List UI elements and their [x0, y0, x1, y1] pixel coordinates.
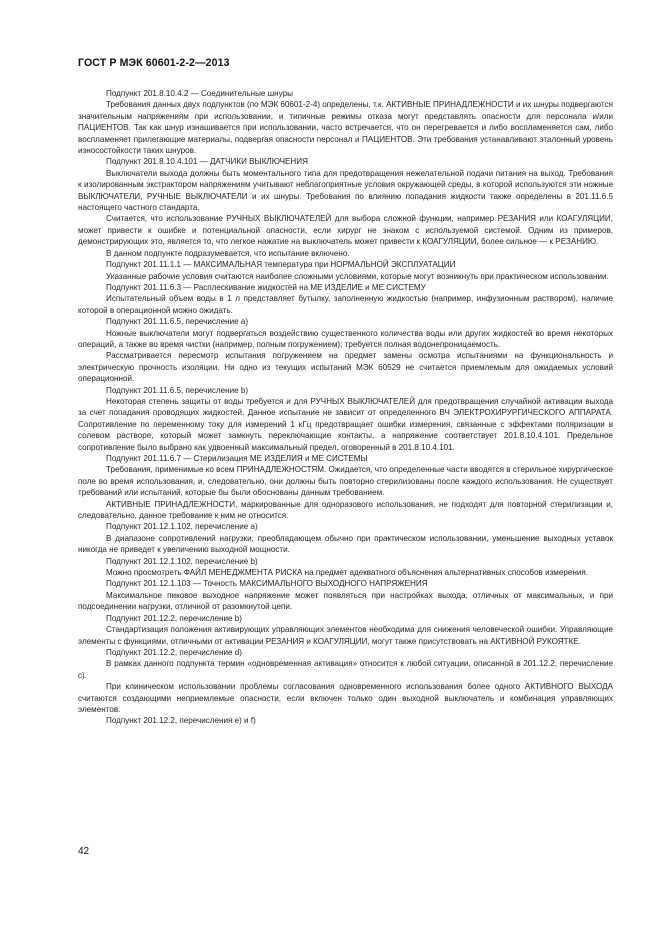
paragraph: Подпункт 201.12.1.102, перечисление b) — [106, 556, 258, 566]
paragraph: Указанные рабочие условия считаются наиболее сложными условиями, которые могут возникнуть при практическом использовании. — [106, 271, 609, 281]
paragraph: Максимальное пиковое выходное напряжение может появляться при настройках выхода, отличных от максимальных, и при подсоединении нагрузки, отличной от разомкнутой цепи. — [78, 590, 613, 612]
paragraph: Испытательный объем воды в 1 л представляет бутылку, заполненную жидкостью (например, инфузионным раствором), наличие которой в операционной можно ожидать. — [78, 294, 613, 315]
paragraph: Подпункт 201.11.1.1 — МАКСИМАЛЬНАЯ температура при НОРМАЛЬНОЙ ЭКСПЛУАТАЦИИ — [106, 260, 456, 270]
paragraph: В диапазоне сопротивлений нагрузки, преобладающем обычно при практическом использовании, уменьшение выходных уставок никогда не приведет к увеличению выходной мощности. — [78, 533, 613, 555]
paragraph: Подпункт 201.8.10.4.101 — ДАТЧИКИ ВЫКЛЮЧЕНИЯ — [106, 157, 308, 167]
paragraph: Подпункт 201.11.6.3 — Расплескивание жидкостей на МЕ ИЗДЕЛИЕ и МЕ СИСТЕМУ — [106, 282, 426, 292]
paragraph: Требования, применимые ко всем ПРИНАДЛЕЖНОСТЯМ. Ожидается, что определенные части вводятся в стерильное хирургическое поле во время использования, и, следовательно, они должны быть повторно стерилизованы после каждого использования. Не существует требований или испытаний, которые бы были обоснованы данным требованием. — [78, 465, 613, 498]
paragraph: Рассматривается пересмотр испытания погружением на предмет замены осмотра испытаниями на функциональность и электрическую прочность изоляции. Ни одно из текущих испытаний МЭК 60529 не считается приемлемым для ожидаемых условий операционной. — [78, 351, 613, 384]
paragraph: Подпункт 201.12.2, перечисление d) — [106, 647, 242, 657]
paragraph: Требования данных двух подпунктов (по МЭК 60601-2-4) определены, т.к. АКТИВНЫЕ ПРИНАДЛЕЖНОСТИ и их шнуры подвергаются значительным напряжениям при использовании, и типичные режимы отказа могут представлять опасности для персонала и/или ПАЦИЕНТОВ. Так как шнур изнашивается при использовании, часто встречается, что он перегревается и либо воспламеняется сам, либо воспламеняет прилегающие материалы, подвергая опасности персонал и ПАЦИЕНТОВ. Эти требования устанавливают эталонный уровень износостойкости таких шнуров. — [78, 100, 613, 156]
paragraph: Подпункт 201.12.2, перечисление b) — [106, 613, 242, 623]
paragraph: Подпункт 201.8.10.4.2 — Соединительные шнуры — [106, 89, 293, 98]
paragraph: Считается, что использование РУЧНЫХ ВЫКЛЮЧАТЕЛЕЙ для выбора сложной функции, например РЕЗАНИЯ или КОАГУЛЯЦИИ, может привести к ошибке и потенциальной опасности, если хирург не знаком с используемой системой. Одним из примеров, демонстрирующих это, является то, что легкое нажатие на выключатель может привести к КОАГУЛЯЦИИ, более сильное — к РЕЗАНИЮ. — [78, 214, 613, 247]
paragraph: В данном подпункте подразумевается, что испытание включено. — [106, 248, 350, 258]
page-number: 42 — [78, 846, 90, 857]
paragraph: В рамках данного подпункта термин «одновременная активация» относится к любой ситуации, описанной в 201.12.2, перечисление с). — [78, 659, 613, 680]
paragraph: Подпункт 201.12.2, перечисления е) и f) — [106, 716, 256, 726]
paragraph: АКТИВНЫЕ ПРИНАДЛЕЖНОСТИ, маркированные для одноразового использования, не подходят для повторной стерилизации и, следовательно, данное требование к ним не относится. — [78, 499, 613, 521]
paragraph: Подпункт 201.11.6.7 — Стерилизация МЕ ИЗДЕЛИЯ и МЕ СИСТЕМЫ — [106, 454, 368, 463]
paragraph: Подпункт 201.11.6.5, перечисление b) — [106, 385, 249, 395]
document-body — [78, 88, 613, 727]
paragraph: Подпункт 201.11.6.5, перечисление а) — [106, 317, 249, 327]
paragraph: При клиническом использовании проблемы согласования одновременного использования более одного АКТИВНОГО ВЫХОДА считаются создающими неприемлемые опасности, если включен только один выходной выключатель и комбинация управляющих элементов. — [78, 682, 613, 714]
paragraph: Стандартизация положения активирующих управляющих элементов необходима для снижения человеческой ошибки. Управляющие элементы с функциями, отличными от активации РЕЗАНИЯ и КОАГУЛЯЦИИ, могут также присутствовать на АКТИВНОЙ РУКОЯТКЕ. — [78, 625, 613, 646]
paragraph: Выключатели выхода должны быть моментального типа для предотвращения нежелательной подачи питания на выход. Требования к изолированным экстрактором напряжениям учитывают неблагоприятные условия окружающей среды, в которой используются эти ножные ВЫКЛЮЧАТЕЛИ, РУЧНЫЕ ВЫКЛЮЧАТЕЛИ и их шнуры. Требования по влиянию попадания жидкости также определены в 201.11.6.5 настоящего частного стандарта. — [78, 168, 613, 213]
paragraph: Ножные выключатели могут подвергаться воздействию существенного количества воды или других жидкостей во время некоторых операций, а также во время чистки (например, полным погружением); требуется полная водонепроницаемость. — [78, 328, 613, 349]
paragraph: Подпункт 201.12.1.102, перечисление а) — [106, 522, 258, 532]
document-header: ГОСТ Р МЭК 60601-2-2—2013 — [78, 57, 230, 69]
paragraph: Некоторая степень защиты от воды требуется и для РУЧНЫХ ВЫКЛЮЧАТЕЛЕЙ для предотвращения случайной активации выхода за счет попадания проводящих жидкостей. Данное испытание не зависит от определенного ВЧ ЭЛЕКТРОХИРУРГИЧЕСКОГО АППАРАТА. Сопротивление по переменному току для измерений 1 кГц предотвращает ошибки измерения, связанные с эффектами поляризации в солевом растворе, который может замкнуть переключающие контакты, а напряжение соответствует 201.8.10.4.101. Предельное сопротивление было выбрано как удвоенный максимальный предел, оговоренный в 201.8.10.4.101. — [78, 396, 613, 452]
paragraph: Подпункт 201.12.1.103 — Точность МАКСИМАЛЬНОГО ВЫХОДНОГО НАПРЯЖЕНИЯ — [106, 579, 428, 589]
paragraph: Можно просмотреть ФАЙЛ МЕНЕДЖМЕНТА РИСКА на предмет адекватного объяснения альтернативных способов измерения. — [106, 568, 588, 578]
